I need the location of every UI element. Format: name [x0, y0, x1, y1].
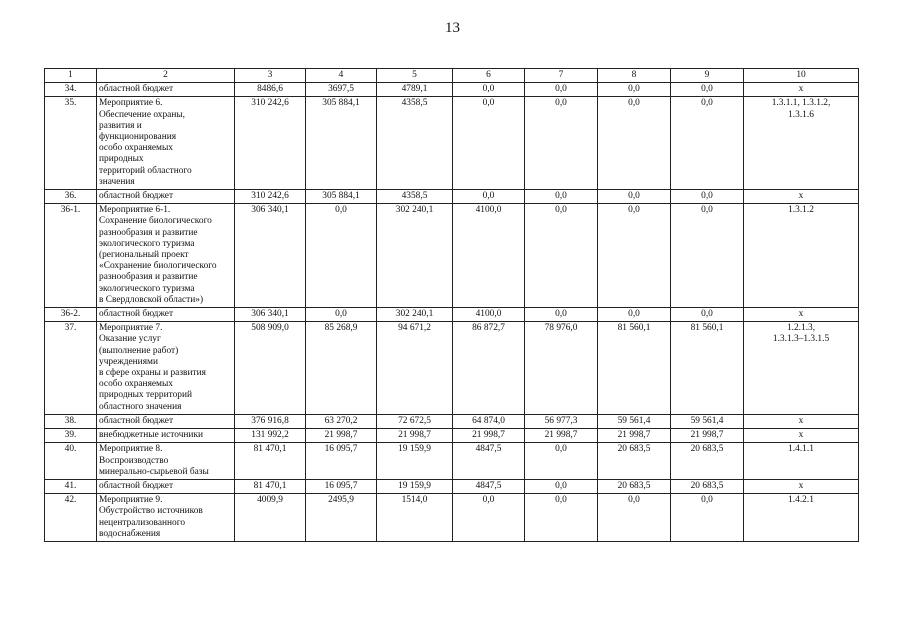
year-2023-cell: 81 560,1 [598, 322, 671, 415]
activity-name-cell: Мероприятие 8. Воспроизводство минерально-сырьевой базы [97, 443, 235, 480]
activity-name-cell: областной бюджет [97, 414, 235, 428]
year-2023-cell: 0,0 [598, 97, 671, 190]
total-cell: 81 470,1 [235, 443, 306, 480]
target-ref-cell: х [744, 308, 859, 322]
row-number-cell: 41. [45, 479, 97, 493]
row-number-cell: 36. [45, 190, 97, 204]
year-2019-cell: 305 884,1 [306, 190, 377, 204]
year-2021-cell: 86 872,7 [453, 322, 525, 415]
header-cell-5: 5 [377, 69, 453, 83]
year-2022-cell: 0,0 [525, 190, 598, 204]
row-number-cell: 35. [45, 97, 97, 190]
target-ref-cell: 1.2.1.3, 1.3.1.3–1.3.1.5 [744, 322, 859, 415]
year-2024-cell: 0,0 [671, 97, 744, 190]
year-2024-cell: 81 560,1 [671, 322, 744, 415]
total-cell: 4009,9 [235, 494, 306, 542]
year-2021-cell: 4100,0 [453, 308, 525, 322]
year-2020-cell: 72 672,5 [377, 414, 453, 428]
header-cell-3: 3 [235, 69, 306, 83]
year-2021-cell: 21 998,7 [453, 429, 525, 443]
total-cell: 508 909,0 [235, 322, 306, 415]
activity-name-cell: областной бюджет [97, 479, 235, 493]
year-2024-cell: 0,0 [671, 494, 744, 542]
year-2019-cell: 16 095,7 [306, 443, 377, 480]
header-cell-7: 7 [525, 69, 598, 83]
target-ref-cell: х [744, 190, 859, 204]
year-2023-cell: 20 683,5 [598, 479, 671, 493]
year-2022-cell: 56 977,3 [525, 414, 598, 428]
year-2021-cell: 64 874,0 [453, 414, 525, 428]
year-2021-cell: 4847,5 [453, 479, 525, 493]
table-row [45, 204, 859, 308]
activity-name-cell: Мероприятие 6. Обеспечение охраны, развития и функционирования особо охраняемых природных территорий областного значения [97, 97, 235, 190]
activity-name-cell: Мероприятие 9. Обустройство источников нецентрализованного водоснабжения [97, 494, 235, 542]
year-2023-cell: 0,0 [598, 204, 671, 308]
year-2022-cell: 0,0 [525, 443, 598, 480]
table-row [45, 83, 859, 97]
header-cell-1: 1 [45, 69, 97, 83]
activity-name-cell: областной бюджет [97, 308, 235, 322]
year-2023-cell: 59 561,4 [598, 414, 671, 428]
target-ref-cell: 1.4.1.1 [744, 443, 859, 480]
year-2024-cell: 0,0 [671, 308, 744, 322]
table-row [45, 414, 859, 428]
year-2019-cell: 16 095,7 [306, 479, 377, 493]
total-cell: 310 242,6 [235, 97, 306, 190]
target-ref-cell: 1.3.1.2 [744, 204, 859, 308]
header-cell-9: 9 [671, 69, 744, 83]
year-2019-cell: 0,0 [306, 308, 377, 322]
activity-name-cell: Мероприятие 6-1. Сохранение биологического разнообразия и развитие экологического туризма (региональный проект «Сохранение биологического разнообразия и развитие экологического туризма в Свердловской области») [97, 204, 235, 308]
table-row [45, 479, 859, 493]
year-2024-cell: 59 561,4 [671, 414, 744, 428]
table-row [45, 322, 859, 415]
header-row [45, 69, 859, 83]
total-cell: 376 916,8 [235, 414, 306, 428]
year-2023-cell: 0,0 [598, 494, 671, 542]
row-number-cell: 42. [45, 494, 97, 542]
year-2021-cell: 0,0 [453, 83, 525, 97]
header-cell-4: 4 [306, 69, 377, 83]
header-cell-6: 6 [453, 69, 525, 83]
program-activities-table [44, 68, 859, 542]
activity-name-cell: Мероприятие 7. Оказание услуг (выполнение работ) учреждениями в сфере охраны и развития особо охраняемых природных территорий областного значения [97, 322, 235, 415]
year-2020-cell: 302 240,1 [377, 204, 453, 308]
activity-name-cell: областной бюджет [97, 190, 235, 204]
year-2024-cell: 0,0 [671, 83, 744, 97]
year-2022-cell: 0,0 [525, 479, 598, 493]
year-2023-cell: 21 998,7 [598, 429, 671, 443]
year-2022-cell: 0,0 [525, 83, 598, 97]
year-2022-cell: 0,0 [525, 494, 598, 542]
year-2024-cell: 21 998,7 [671, 429, 744, 443]
year-2020-cell: 1514,0 [377, 494, 453, 542]
year-2022-cell: 0,0 [525, 97, 598, 190]
target-ref-cell: х [744, 479, 859, 493]
year-2021-cell: 0,0 [453, 190, 525, 204]
table-row [45, 429, 859, 443]
activity-name-cell: внебюджетные источники [97, 429, 235, 443]
table-row [45, 190, 859, 204]
year-2019-cell: 2495,9 [306, 494, 377, 542]
row-number-cell: 37. [45, 322, 97, 415]
header-cell-2: 2 [97, 69, 235, 83]
header-cell-10: 10 [744, 69, 859, 83]
row-number-cell: 36-1. [45, 204, 97, 308]
year-2020-cell: 4358,5 [377, 190, 453, 204]
year-2019-cell: 21 998,7 [306, 429, 377, 443]
total-cell: 131 992,2 [235, 429, 306, 443]
page-number: 13 [445, 20, 460, 36]
total-cell: 310 242,6 [235, 190, 306, 204]
target-ref-cell: х [744, 414, 859, 428]
year-2020-cell: 94 671,2 [377, 322, 453, 415]
year-2022-cell: 0,0 [525, 204, 598, 308]
total-cell: 306 340,1 [235, 308, 306, 322]
year-2020-cell: 4789,1 [377, 83, 453, 97]
row-number-cell: 39. [45, 429, 97, 443]
year-2022-cell: 21 998,7 [525, 429, 598, 443]
year-2024-cell: 20 683,5 [671, 479, 744, 493]
year-2024-cell: 0,0 [671, 190, 744, 204]
year-2019-cell: 305 884,1 [306, 97, 377, 190]
year-2020-cell: 19 159,9 [377, 443, 453, 480]
year-2020-cell: 302 240,1 [377, 308, 453, 322]
year-2021-cell: 4100,0 [453, 204, 525, 308]
year-2023-cell: 0,0 [598, 190, 671, 204]
year-2020-cell: 4358,5 [377, 97, 453, 190]
year-2021-cell: 0,0 [453, 494, 525, 542]
year-2021-cell: 4847,5 [453, 443, 525, 480]
table-row [45, 494, 859, 542]
year-2019-cell: 3697,5 [306, 83, 377, 97]
year-2020-cell: 19 159,9 [377, 479, 453, 493]
activity-name-cell: областной бюджет [97, 83, 235, 97]
table-row [45, 308, 859, 322]
year-2022-cell: 0,0 [525, 308, 598, 322]
year-2019-cell: 0,0 [306, 204, 377, 308]
year-2019-cell: 63 270,2 [306, 414, 377, 428]
total-cell: 8486,6 [235, 83, 306, 97]
row-number-cell: 38. [45, 414, 97, 428]
year-2019-cell: 85 268,9 [306, 322, 377, 415]
year-2023-cell: 20 683,5 [598, 443, 671, 480]
row-number-cell: 34. [45, 83, 97, 97]
target-ref-cell: х [744, 429, 859, 443]
year-2022-cell: 78 976,0 [525, 322, 598, 415]
total-cell: 81 470,1 [235, 479, 306, 493]
year-2024-cell: 0,0 [671, 204, 744, 308]
year-2023-cell: 0,0 [598, 83, 671, 97]
table-row [45, 97, 859, 190]
row-number-cell: 36-2. [45, 308, 97, 322]
total-cell: 306 340,1 [235, 204, 306, 308]
year-2023-cell: 0,0 [598, 308, 671, 322]
target-ref-cell: 1.4.2.1 [744, 494, 859, 542]
year-2020-cell: 21 998,7 [377, 429, 453, 443]
row-number-cell: 40. [45, 443, 97, 480]
header-cell-8: 8 [598, 69, 671, 83]
target-ref-cell: х [744, 83, 859, 97]
year-2024-cell: 20 683,5 [671, 443, 744, 480]
target-ref-cell: 1.3.1.1, 1.3.1.2, 1.3.1.6 [744, 97, 859, 190]
table-row [45, 443, 859, 480]
year-2021-cell: 0,0 [453, 97, 525, 190]
